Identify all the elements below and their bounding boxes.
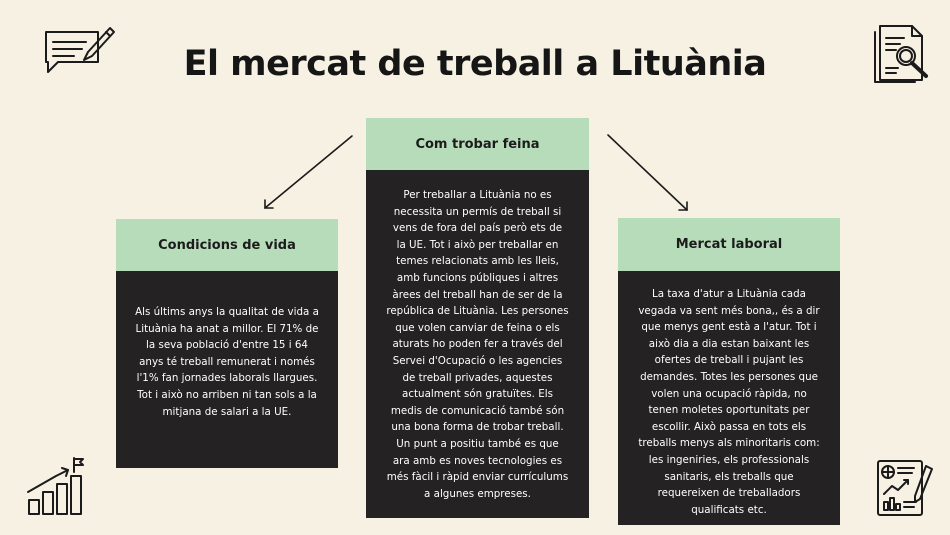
card-text-line: a algunes empreses. xyxy=(424,487,531,500)
card-text-line: temes relacionats amb les lleis, xyxy=(396,255,559,268)
card-text-line: que volen canviar de feina o els xyxy=(395,321,560,334)
card-text-line: sanitaris, els treballs que xyxy=(664,470,794,483)
card-text-line: ofertes de treball i pujant les xyxy=(654,354,804,367)
card-text-line: La taxa d'atur a Lituània cada xyxy=(652,288,806,300)
chat-pencil-icon xyxy=(40,22,118,80)
card-text-line: Tot i això no arriben ni tan sols a la xyxy=(137,388,317,401)
card-body xyxy=(618,271,840,525)
card-text-line: una bona forma de trobar treball. xyxy=(391,421,564,434)
growth-chart-flag-icon xyxy=(24,456,86,518)
card-text-line: república de Lituània. Les persones xyxy=(386,305,569,318)
card-text-line: mitjana de salari a la UE. xyxy=(162,405,292,418)
card-body xyxy=(366,170,589,518)
card-text-line: això dia a dia estan baixant les xyxy=(648,337,810,350)
card-text-line: anys té treball remunerat i només xyxy=(139,355,315,368)
page-title: El mercat de treball a Lituània xyxy=(183,44,767,84)
card-text-line: treballs menys als minoritaris com: xyxy=(638,437,820,450)
card-text-line: Als últims anys la qualitat de vida a xyxy=(135,306,319,318)
card-title: Condicions de vida xyxy=(116,219,338,271)
card-body xyxy=(116,271,338,468)
card-text-line: de treball privades, aquestes xyxy=(402,371,553,384)
card-text-line: requereixen de treballadors xyxy=(657,487,801,500)
card-text-line: més fàcil i ràpid enviar currículums xyxy=(386,471,569,484)
card-text-line: que menys gent està a l'atur. Tot i xyxy=(641,321,817,334)
card-mercat-laboral xyxy=(618,218,840,525)
card-text-line: ara amb es noves tecnologies es xyxy=(392,454,563,467)
card-text-line: necessita un permís de treball si xyxy=(393,205,562,218)
card-text-line: la UE. Tot i això per treballar en xyxy=(396,238,559,251)
document-magnifier-icon xyxy=(870,22,934,84)
card-text-line: aturats ho poden fer a través del xyxy=(392,338,563,351)
card-text-line: la seva població d'entre 15 i 64 xyxy=(146,339,308,352)
card-text-line: volen una ocupació ràpida, no xyxy=(651,387,807,400)
card-text-line: Servei d'Ocupació o les agencies xyxy=(392,354,563,367)
card-text-line: amb funcions públiques i altres xyxy=(396,271,559,284)
card-text-line: demandes. Totes les persones que xyxy=(640,370,818,383)
card-condicions-de-vida xyxy=(116,219,338,468)
arrow-down-right-icon xyxy=(604,131,694,215)
card-text-line: qualificats etc. xyxy=(691,503,767,516)
card-text-line: vegada va sent més bona,, és a dir xyxy=(638,304,820,317)
card-text-line: escollir. Això passa en tots els xyxy=(651,420,807,433)
report-pen-icon xyxy=(874,458,936,518)
card-text-line: actualment són gratuïtes. Els xyxy=(402,388,553,401)
card-text-line: Per treballar a Lituània no es xyxy=(403,189,552,201)
card-title: Com trobar feina xyxy=(366,118,589,170)
card-text-line: àrees del treball han de ser de la xyxy=(392,288,563,301)
card-text-line: Lituània ha anat a millor. El 71% de xyxy=(135,322,319,335)
card-text-line: tenen moletes oportunitats per xyxy=(648,404,810,417)
card-text-line: les ingeniries, els professionals xyxy=(648,453,810,466)
card-text-line: l'1% fan jornades laborals llargues. xyxy=(136,372,318,385)
card-text-line: vens de fora del país però ets de xyxy=(392,222,563,235)
card-com-trobar-feina xyxy=(366,118,589,518)
card-text-line: Un punt a positiu també es que xyxy=(396,437,559,450)
arrow-down-left-icon xyxy=(258,132,356,214)
card-title: Mercat laboral xyxy=(618,218,840,271)
card-text-line: medis de comunicació també són xyxy=(390,404,565,417)
